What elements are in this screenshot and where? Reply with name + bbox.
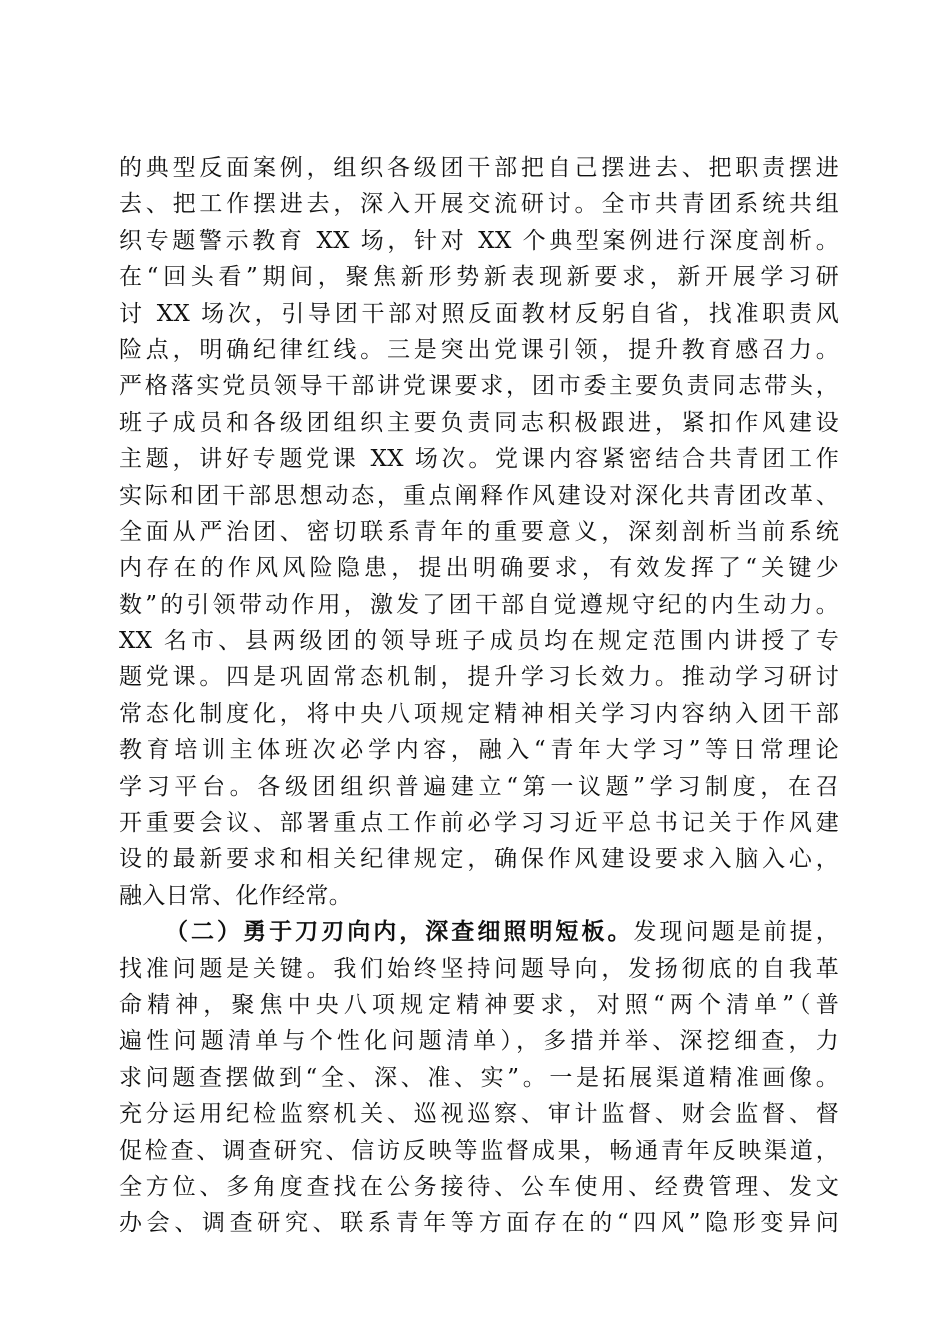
text-line: 学习平台。各级团组织普遍建立“第一议题”学习制度，在召 [119, 773, 839, 800]
text-line: 求问题查摆做到“全、深、准、实”。一是拓展渠道精准画像。 [119, 1064, 839, 1091]
text-line: 设的最新要求和相关纪律规定，确保作风建设要求入脑入心， [119, 846, 839, 873]
text-line: 开重要会议、部署重点工作前必学习习近平总书记关于作风建 [119, 810, 839, 837]
text-line: 在“回头看”期间，聚焦新形势新表现新要求，新开展学习研 [119, 264, 839, 291]
body-text [119, 150, 839, 1242]
text-line: 办会、调查研究、联系青年等方面存在的“四风”隐形变异问 [119, 1210, 839, 1237]
text-line: 内存在的作风风险隐患，提出明确要求，有效发挥了“关键少 [119, 555, 839, 582]
section-heading-line [119, 914, 839, 950]
text-line: 的典型反面案例，组织各级团干部把自己摆进去、把职责摆进 [119, 155, 839, 181]
text-line: 常态化制度化，将中央八项规定精神相关学习内容纳入团干部 [119, 700, 839, 727]
text-line: 全方位、多角度查找在公务接待、公车使用、经费管理、发文 [119, 1173, 839, 1200]
section-heading: （二）勇于刀刃向内，深查细照明短板。 [165, 918, 634, 946]
section-heading-rest: 发现问题是前提， [633, 919, 839, 946]
text-line: 讨 XX 场次，引导团干部对照反面教材反躬自省，找准职责风 [119, 300, 839, 327]
text-line: 主题，讲好专题党课 XX 场次。党课内容紧密结合共青团工作 [119, 446, 839, 473]
text-line: 融入日常、化作经常。 [119, 882, 352, 909]
text-line: 实际和团干部思想动态，重点阐释作风建设对深化共青团改革、 [119, 482, 839, 509]
text-line: 题党课。四是巩固常态机制，提升学习长效力。推动学习研讨 [119, 664, 839, 691]
text-line: 促检查、调查研究、信访反映等监督成果，畅通青年反映渠道， [119, 1137, 839, 1164]
text-line: 遍性问题清单与个性化问题清单），多措并举、深挖细查，力 [119, 1028, 839, 1055]
text-line: 班子成员和各级团组织主要负责同志积极跟进，紧扣作风建设 [119, 409, 839, 436]
text-line: 数”的引领带动作用，激发了团干部自觉遵规守纪的内生动力。 [119, 591, 839, 618]
text-line: 充分运用纪检监察机关、巡视巡察、审计监督、财会监督、督 [119, 1101, 839, 1128]
text-line: 全面从严治团、密切联系青年的重要意义，深刻剖析当前系统 [119, 518, 839, 545]
text-line: 找准问题是关键。我们始终坚持问题导向，发扬彻底的自我革 [119, 955, 839, 982]
text-line: 命精神，聚焦中央八项规定精神要求，对照“两个清单”（普 [119, 991, 839, 1018]
text-line: XX 名市、县两级团的领导班子成员均在规定范围内讲授了专 [119, 628, 839, 655]
text-line: 险点，明确纪律红线。三是突出党课引领，提升教育感召力。 [119, 336, 839, 363]
text-line: 去、把工作摆进去，深入开展交流研讨。全市共青团系统共组 [119, 191, 839, 218]
text-line: 织专题警示教育 XX 场，针对 XX 个典型案例进行深度剖析。 [119, 227, 839, 254]
text-line: 教育培训主体班次必学内容，融入“青年大学习”等日常理论 [119, 737, 839, 764]
text-line: 严格落实党员领导干部讲党课要求，团市委主要负责同志带头， [119, 373, 839, 400]
